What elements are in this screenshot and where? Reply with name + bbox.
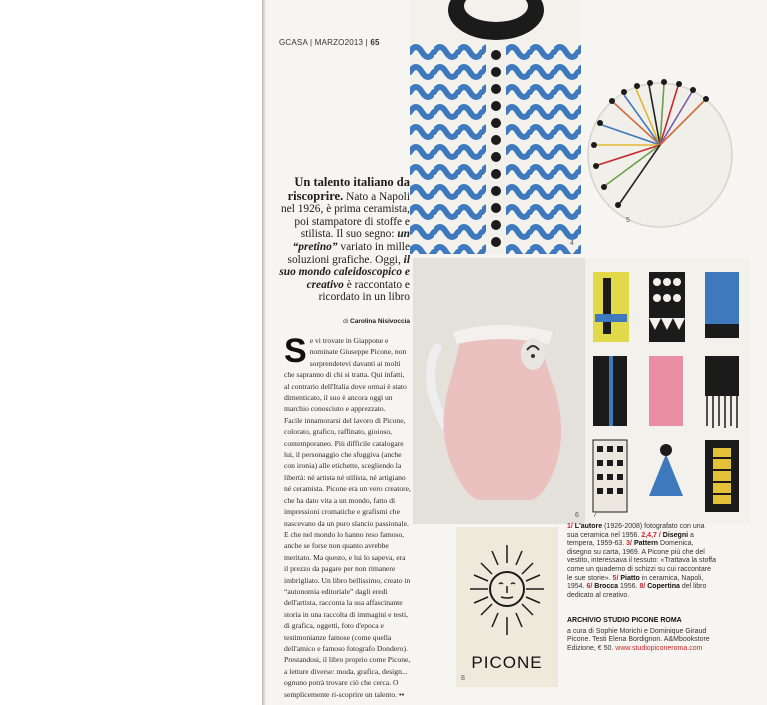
byline-prefix: di bbox=[343, 318, 349, 325]
article-intro bbox=[272, 176, 410, 304]
article-paragraph-2: Facile innamorarsi del lavoro di Picone, colorato, grafico, raffinato, gioioso, contemporaneo. Più difficile catalogare lui, il personaggio che sfuggiva (anche con ironia) alle etichette, scegliendo la libertà: né artista né stilista, né artigiano né ceramista. Picone era un vero creatore, che ha dato vita a un mondo, fatto di impressioni cromatiche e grafismi che nascevano da un puro slancio passionale. E che nel mondo lo hanno reso famoso, anche se forse non quanto avrebbe meritato. Ma questo, e lui lo sapeva, era il prezzo da pagare per non rimanere imbrigliato. Un libro bellissimo, creato in “autonomia editoriale” dagli eredi dell'artista, racconta la sua affascinante storia in una raccolta di immagini e testi, di grafica, oggetti, foto d'epoca e testimonianze famose (come quella dell'amico e famoso fotografo Dondero). Prestandosi, il libro proprio come Picone, a letture diverse: moda, grafica, design... ognuno potrà trovare ciò che cerca. O semplicemente ri-scoprire un talento. bbox=[284, 415, 411, 699]
issue-date: MARZO2013 bbox=[314, 38, 364, 47]
caption-3-number: 3/ bbox=[626, 540, 632, 548]
caption-8-text: del libro dedicato al creativo. bbox=[567, 583, 707, 599]
caption-1-number: 1/ bbox=[567, 523, 573, 530]
intro-text-2: Il suo segno: bbox=[336, 228, 395, 241]
intro-emphasis-1: un “pretino” bbox=[292, 228, 410, 253]
caption-6-label: Brocca bbox=[594, 583, 619, 591]
intro-emphasis-2: il suo mondo caleidoscopico e creativo bbox=[279, 253, 410, 291]
caption-3-text: Domenica, disegno su carta, 1969. A Picone più che del vestito, interessava il tessuto: «Trattava la stoffa come un quaderno di schizzi su cui raccontare le sue storie». bbox=[567, 540, 717, 582]
caption-2-label: Disegni bbox=[662, 531, 689, 539]
intro-text-4: è raccontato e ricordato in un libro bbox=[318, 278, 410, 304]
byline-author: Carolina Nisivoccia bbox=[350, 318, 410, 325]
image-number-8: 8 bbox=[461, 675, 465, 682]
caption-5-label: Piatto bbox=[620, 574, 640, 582]
caption-8-number: 8/ bbox=[639, 583, 646, 591]
caption-5-text: in ceramica, Napoli, 1954. bbox=[567, 574, 704, 591]
caption-1-text: (1926-2008) fotografato con una sua ceramica nel 1956. bbox=[567, 523, 705, 539]
book-cover-image bbox=[456, 527, 558, 687]
pattern-drawing-image bbox=[410, 0, 581, 254]
magazine-name: GCASA bbox=[279, 38, 308, 47]
byline bbox=[272, 318, 410, 325]
article-paragraph-1: e vi trovate in Giappone e nominate Giuseppe Picone, non sorprendetevi davanti ai molti che sapranno di chi si tratta. Qui infatti, al contrario dell'Italia dove ormai è stato dimenticato, il suo è ancora oggi un marchio conosciuto e apprezzato. bbox=[284, 336, 407, 414]
drop-cap: S bbox=[284, 332, 307, 370]
image-number-4: 4 bbox=[570, 240, 574, 247]
caption-1-label: L'autore bbox=[574, 523, 603, 530]
caption-6-text: 1956. bbox=[619, 583, 638, 591]
image-captions bbox=[567, 523, 717, 600]
image-number-7: 7 bbox=[593, 512, 597, 519]
caption-5-number: 5/ bbox=[612, 574, 619, 582]
ceramic-plate-image bbox=[584, 45, 734, 230]
ceramic-jug-image bbox=[413, 258, 585, 524]
book-info-link[interactable]: www.studiopiconeroma.com bbox=[615, 644, 703, 652]
page-header: GCASA | MARZO2013 | 65 bbox=[279, 38, 380, 47]
intro-text-3: variato in mille soluzioni grafiche. Oggi, bbox=[287, 240, 410, 266]
caption-8-label: Copertina bbox=[647, 583, 680, 591]
book-info-title: ARCHIVIO STUDIO PICONE ROMA bbox=[567, 617, 682, 624]
textile-swatches-image bbox=[585, 258, 750, 524]
book-cover-title: PICONE bbox=[471, 653, 543, 672]
caption-2-number: 2,4,7 / bbox=[641, 531, 661, 539]
image-number-5: 5 bbox=[626, 217, 630, 224]
book-info bbox=[567, 617, 717, 653]
page-number: 65 bbox=[370, 38, 380, 47]
article-body bbox=[284, 332, 411, 700]
intro-text-1: Nato a Napoli nel 1926, è prima ceramista, poi stampatore di stoffe e stilista. bbox=[280, 190, 410, 241]
book-info-text: a cura di Sophie Morichi e Dominique Giraud Picone. Testi Elena Bordignon. A&Mbookstore Edizione, € 50. bbox=[567, 627, 710, 652]
article-end-mark: •• bbox=[398, 689, 405, 699]
article-headline: Un talento italiano da riscoprire. bbox=[287, 175, 410, 203]
caption-2-text: a tempera, 1959-63. bbox=[567, 531, 694, 548]
image-number-6: 6 bbox=[575, 512, 579, 519]
page-gutter-shadow bbox=[262, 0, 266, 705]
caption-3-label: Pattern bbox=[633, 540, 659, 548]
caption-6-number: 6/ bbox=[586, 583, 593, 591]
